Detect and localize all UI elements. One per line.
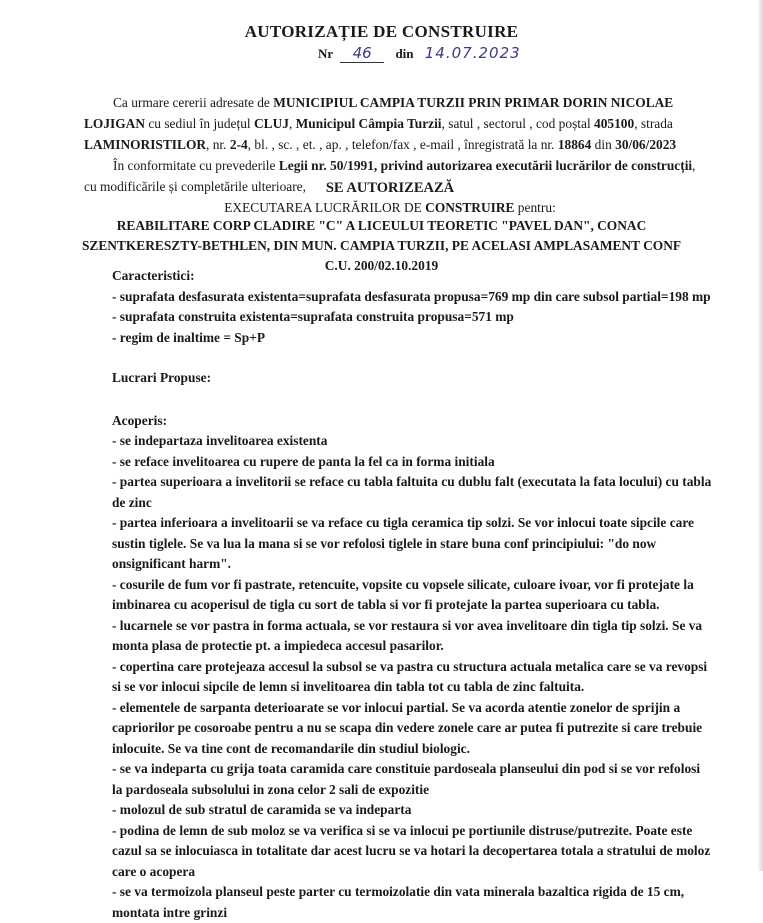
list-item: - suprafata construita existenta=suprafata construita propusa=571 mp — [112, 309, 514, 324]
registration-date: 30/06/2023 — [615, 137, 677, 152]
list-item: - molozul de sub stratul de caramida se va indeparta — [112, 802, 412, 817]
page-edge — [757, 0, 763, 871]
number-line — [318, 44, 535, 63]
characteristics-section — [112, 266, 712, 923]
list-item: - copertina care protejeaza accesul la subsol se va pastra cu structura actuala metalica care se va revopsi si se vor inlocui sipcile de lemn si invelitoarea din tabla tot cu tabla de zinc faltuita. — [112, 658, 708, 694]
sub-text: pentru: — [514, 200, 556, 215]
document-title: AUTORIZAȚIE DE CONSTRUIRE — [244, 22, 519, 41]
authorization-heading — [84, 178, 696, 199]
registration-number: 18864 — [557, 137, 592, 152]
postal-code: 405100 — [594, 116, 635, 131]
street-number: 2-4 — [229, 137, 248, 152]
list-item: - partea inferioara a invelitoarii se va reface cu tigla ceramica tip solzi. Se vor inlocui toate sipcile care sustin tiglele. Se va lua la mana si se vor refolosi tiglele in stare buna conf principiului: "do now onsignificant harm". — [112, 515, 694, 571]
nr-value: 46 — [340, 44, 384, 63]
sub-text: EXECUTAREA LUCRĂRILOR DE — [224, 200, 426, 215]
intro-text: , bl. , sc. , et. , ap. , telefon/fax , e-mail , înregistrată la nr. — [247, 137, 558, 152]
intro-text: , — [288, 116, 296, 131]
list-item: - se indepartaza invelitoarea existenta — [112, 433, 328, 448]
law-reference: Legii nr. 50/1991, privind autorizarea executării lucrărilor de construcții — [278, 158, 693, 173]
applicant-name: MUNICIPIUL CAMPIA TURZII PRIN PRIMAR DORIN NICOLAE LOJIGAN — [84, 95, 674, 131]
intro-text: din — [591, 137, 616, 152]
urbanism-certificate: C.U. 200/02.10.2019 — [324, 258, 439, 273]
list-item: - partea superioara a invelitorii se reface cu tabla faltuita cu dublu falt (executata la fata locului) cu tabla de zinc — [112, 474, 712, 510]
list-item: - elementele de sarpanta deterioarate se vor inlocui partial. Se va acorda atentie zonelor de sprijin a capriorilor pe cosoroabe pentru a nu se scapa din vedere zonele care ar putea fi putrezite si care trebuie inlocuite. Se va tine cont de recomandarile din studiul biologic. — [112, 699, 703, 756]
section-heading: Caracteristici: — [112, 268, 195, 283]
authorization-subheading — [84, 198, 696, 217]
list-item: - cosurile de fum vor fi pastrate, retencuite, vopsite cu vopsele silicate, culoare ivoar, vor fi protejate la imbinarea cu acoperisul de tigla cu sort de tabla si vor fi protejate la partea superioara cu tabla. — [112, 576, 694, 612]
intro-text: Ca urmare cererii adresate de — [113, 95, 274, 110]
project-line: SZENTKERESZTY-BETHLEN, DIN MUN. CAMPIA TURZII, PE ACELASI AMPLASAMENT CONF — [81, 238, 682, 253]
intro-text: , nr. — [206, 137, 230, 152]
intro-text: În conformitate cu prevederile — [113, 158, 279, 173]
list-item: - se va indeparta cu grija toata caramida care constituie pardoseala planseului din pod si se vor refolosi la pardoseala subsolului in zona celor 2 sali de expozitie — [112, 761, 701, 797]
intro-text: , strada — [634, 116, 673, 131]
county: CLUJ — [254, 116, 289, 131]
list-item: - podina de lemn de sub moloz se va verifica si se va inlocui pe portiunile distruse/putrezite. Poate este cazul sa se inlocuiasca in totalitate dar acest lucru se va hotari la decopertarea totala a stratului de moloz care o acopera — [112, 822, 711, 879]
list-item: - suprafata desfasurata existenta=suprafata desfasurata propusa=769 mp din care subsol partial=198 mp — [112, 288, 711, 304]
sub-text-bold: CONSTRUIRE — [425, 200, 515, 215]
city: Municipul Câmpia Turzii — [295, 116, 442, 131]
din-label: din — [395, 46, 414, 61]
list-item: - lucarnele se vor pastra in forma actuala, se vor restaura si vor avea invelitoare din tigla tip solzi. Se va monta plasa de protectie pt. a impiedeca accesul pasarilor. — [112, 617, 703, 653]
list-item: - regim de inaltime = Sp+P — [112, 329, 265, 345]
intro-text: cu sediul în județul — [145, 116, 254, 131]
list-item: - se va termoizola planseul peste parter cu termoizolatie din vata minerala bazaltica rigida de 15 cm, montata intre grinzi — [112, 884, 685, 920]
section-heading: Acoperis: — [112, 412, 168, 428]
intro-text: , satul , sectorul , cod poștal — [441, 116, 595, 131]
intro-text: , cu modificările și completările ulterioare, — [84, 158, 696, 194]
project-line: REABILITARE CORP CLADIRE "C" A LICEULUI TEORETIC "PAVEL DAN", CONAC — [116, 218, 647, 233]
street: LAMINORISTILOR — [84, 137, 207, 152]
heading-text: SE AUTORIZEAZĂ — [325, 180, 455, 196]
issue-date: 14.07.2023 — [424, 44, 521, 62]
section-heading: Lucrari Propuse: — [112, 370, 212, 385]
list-item: - se reface invelitoarea cu rupere de panta la fel ca in forma initiala — [112, 453, 495, 469]
nr-label: Nr — [318, 46, 333, 61]
